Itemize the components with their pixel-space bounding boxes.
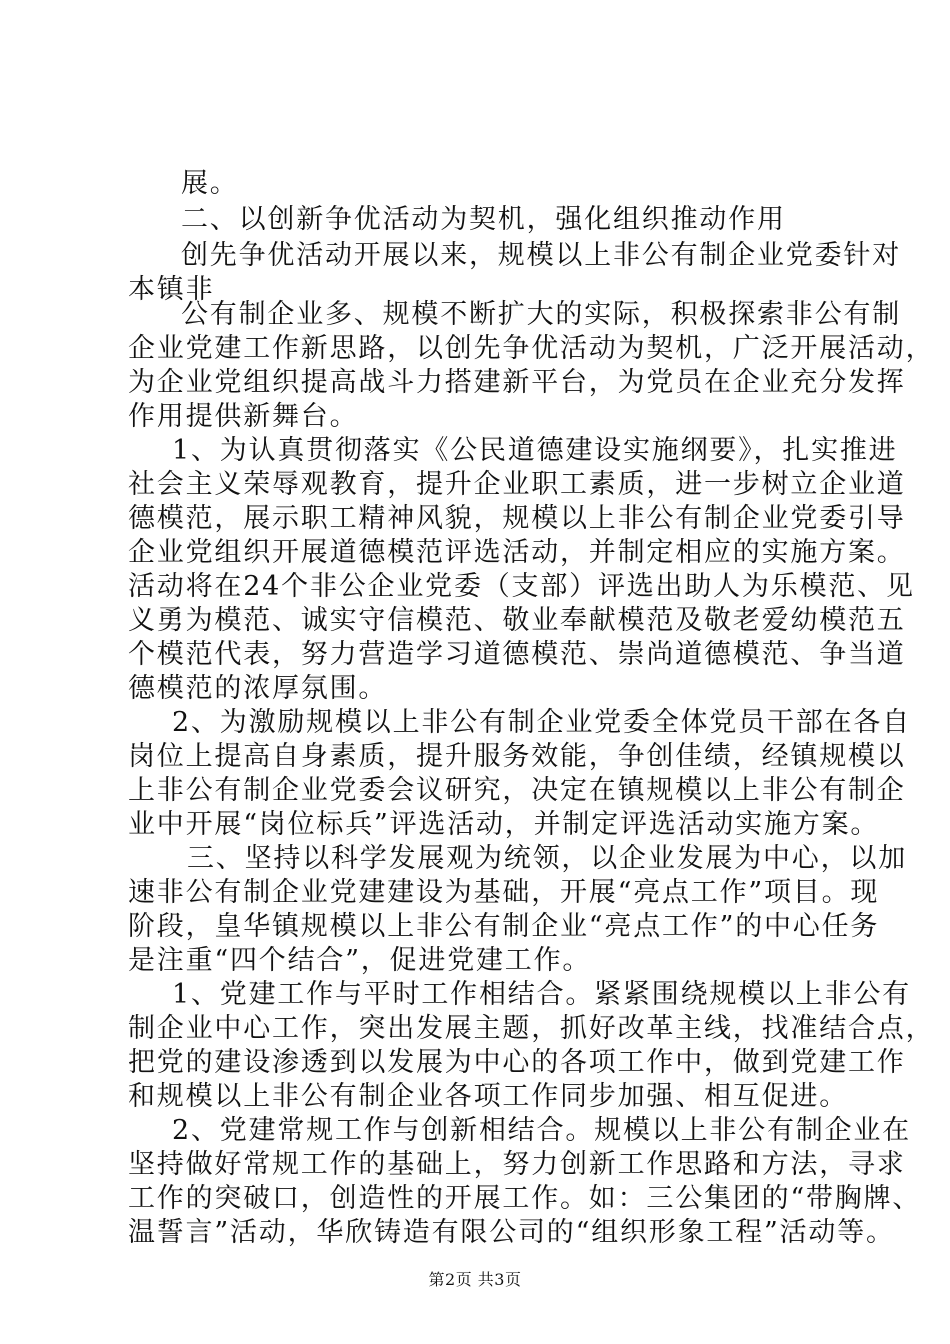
text-line: 阶段，皇华镇规模以上非公有制企业“亮点工作”的中心任务	[128, 911, 880, 942]
text-line: 是注重“四个结合”，促进党建工作。	[128, 945, 592, 976]
text-line: 德模范，展示职工精神风貌，规模以上非公有制企业党委引导	[128, 503, 906, 534]
text-line: 社会主义荣辱观教育，提升企业职工素质，进一步树立企业道	[128, 469, 906, 500]
text-line: 企业党组织开展道德模范评选活动，并制定相应的实施方案。	[128, 537, 906, 568]
text-line: 义勇为模范、诚实守信模范、敬业奉献模范及敬老爱幼模范五	[128, 605, 906, 636]
page-footer	[0, 1270, 950, 1290]
text-line: 2、党建常规工作与创新相结合。规模以上非公有制企业在	[172, 1115, 911, 1146]
text-line: 把党的建设渗透到以发展为中心的各项工作中，做到党建工作	[128, 1047, 906, 1078]
text-line: 企业党建工作新思路，以创先争优活动为契机，广泛开展活动，	[128, 333, 935, 364]
text-line: 工作的突破口，创造性的开展工作。如：三公集团的“带胸牌、	[128, 1183, 922, 1214]
text-line: 公有制企业多、规模不断扩大的实际，积极探索非公有制	[181, 299, 901, 330]
text-line: 制企业中心工作，突出发展主题，抓好改革主线，找准结合点，	[128, 1013, 935, 1044]
text-line: 1、党建工作与平时工作相结合。紧紧围绕规模以上非公有	[172, 979, 911, 1010]
text-line: 个模范代表，努力营造学习道德模范、崇尚道德模范、争当道	[128, 639, 906, 670]
text-line: 和规模以上非公有制企业各项工作同步加强、相互促进。	[128, 1081, 848, 1112]
text-line: 上非公有制企业党委会议研究，决定在镇规模以上非公有制企	[128, 775, 906, 806]
text-line: 坚持做好常规工作的基础上，努力创新工作思路和方法，寻求	[128, 1149, 906, 1180]
text-line: 本镇非	[128, 274, 215, 305]
text-line: 速非公有制企业党建建设为基础，开展“亮点工作”项目。现	[128, 877, 880, 908]
text-line: 2、为激励规模以上非公有制企业党委全体党员干部在各自	[172, 707, 911, 738]
page-number: 第2页 共3页	[428, 1270, 522, 1289]
text-line: 创先争优活动开展以来，规模以上非公有制企业党委针对	[181, 240, 901, 271]
text-line: 岗位上提高自身素质，提升服务效能，争创佳绩，经镇规模以	[128, 741, 906, 772]
text-line: 二、以创新争优活动为契机，强化组织推动作用	[181, 204, 786, 235]
text-line: 德模范的浓厚氛围。	[128, 673, 388, 704]
text-line: 业中开展“岗位标兵”评选活动，并制定评选活动实施方案。	[128, 809, 880, 840]
text-line: 作用提供新舞台。	[128, 401, 359, 432]
text-line: 为企业党组织提高战斗力搭建新平台，为党员在企业充分发挥	[128, 367, 906, 398]
text-line: 三、坚持以科学发展观为统领，以企业发展为中心，以加	[187, 843, 907, 874]
text-line: 活动将在24个非公企业党委（支部）评选出助人为乐模范、见	[128, 571, 915, 602]
text-line: 温誓言”活动，华欣铸造有限公司的“组织形象工程”活动等。	[128, 1217, 895, 1248]
text-line: 1、为认真贯彻落实《公民道德建设实施纲要》，扎实推进	[172, 435, 898, 466]
text-line: 展。	[181, 168, 239, 199]
